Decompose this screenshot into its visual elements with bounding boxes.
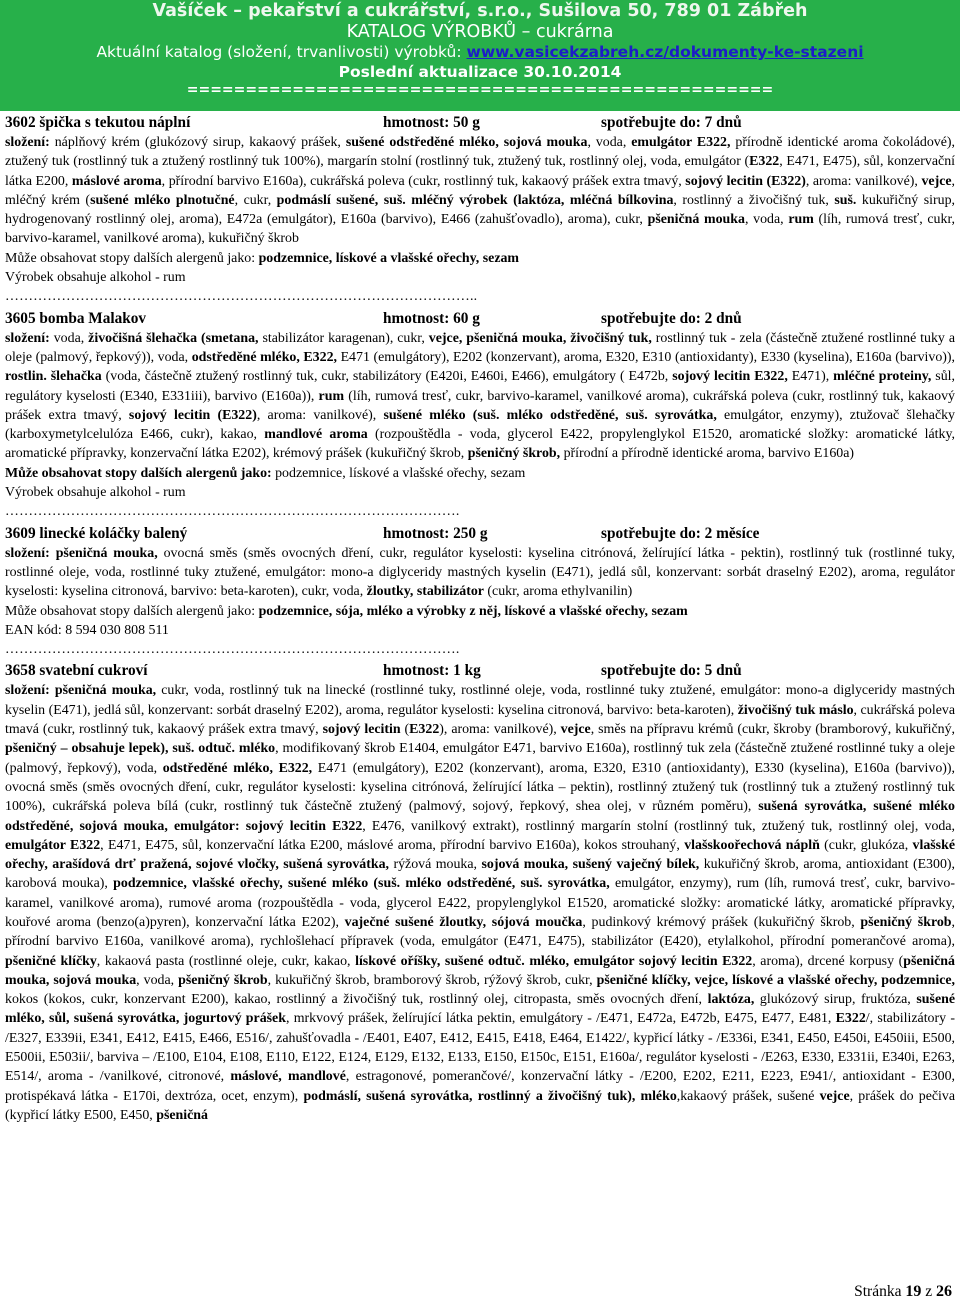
composition-text: voda, živočišná šlehačka (smetana, stabilizátor karagenan), cukr, vejce, pšeničná mouka, živočišný tuk, rostlinný tuk - zela (částečně ztužené rostlinné tuky a oleje (palmový, řepkový)), voda, odstředěné mléko, E322, E471 (emulgátory), E202 (konzervant), aroma, E320, E310 (antioxidanty), E330 (kyselina), E160a (barvivo)), rostlin. šlehačka (voda, částečně ztužený rostlinný tuk, cukr, stabilizátory (E420i, E460i, E466), emulgátory ( E472b, sojový lecitin E322, E471), mléčné proteiny, sůl, regulátory kyselosti (E340, E331iii), barvivo (E160a)), rum (líh, rumová tresť, cukr, barvivo-karamel, vanilkové aroma), cukrářská poleva (cukr, rostlinný tuk, kakaový prášek extra tmavý, sojový lecitin (E322), aroma: vanilkové), sušené mléko (suš. mléko odstředěné, suš. syrovátka, emulgátor, enzymy), ztužovač šlehačky (karboxymetylcelulóza E466, cukr), kakao, mandlové aroma (rozpouštědla - voda, glycerol E422, propylenglykol E1520, aromatické složky: aromatické látky, aromatické přípravky, konzervační látka E202), krémový prášek (kukuřičný škrob, pšeničný škrob, přírodní a přírodně identické aroma, barvivo E160a) [5,330,956,462]
product-name: 3609 linecké koláčky balený [5,524,188,542]
composition-label: složení [5,545,46,561]
dotted-separator: ……………………………………………………………………………………. [5,642,460,658]
product-name: 3605 bomba Malakov [5,309,147,327]
product-name: 3602 špička s tekutou náplní [5,114,191,131]
company-line: Vašíček – pekařství a cukrářství, s.r.o., Sušilova 50, 789 01 Zábřeh [152,1,808,21]
product-best-before: spotřebujte do: 5 dnů [601,662,742,680]
product-best-before: spotřebujte do: 7 dnů [601,114,742,131]
product-best-before: spotřebujte do: 2 měsíce [601,524,760,542]
product-weight: hmotnost: 250 g [383,524,488,542]
allergen-note: Může obsahovat stopy dalších alergenů jako: podzemnice, sója, mléko a výrobky z něj, lískové a vlašské ořechy, sezam [5,603,688,619]
dotted-separator: ……………………………………………………………………………………….. [5,289,478,305]
composition-text: náplňový krém (glukózový sirup, kakaový prášek, sušené odstředěné mléko, sojová mouka, voda, emulgátor E322, přírodně identické aroma čokoládové), ztužený tuk (rostlinný tuk a ztužený rostlinný tuk 100%), margarín stolní (rostlinný tuk, ztužený tuk, rostlinný olej, voda, emulgátor (E322, E471, E475), sůl, konzervační látka E200, máslové aroma, přírodní barvivo E160a), cukrářská poleva (cukr, rostlinný tuk, kakaový prášek extra tmavý, sojový lecitin (E322), aroma: vanilkové), vejce, mléčný krém (sušené mléko plnotučné, cukr, podmáslí sušené, suš. mléčný výrobek (laktóza, mléčná bílkovina, rostlinný a živočišný tuk, suš. kukuřičný sirup, hydrogenovaný rostlinný olej, aroma), E472a (emulgátor), E160a (barvivo), E466 (zahušťovadlo), aroma), cukr, pšeničná mouka, voda, rum (líh, rumová tresť, cukr, barvivo-karamel, vanilkové aroma), kukuřičný škrob [5,135,956,247]
product-composition: složení: pšeničná mouka, cukr, voda, rostlinný tuk na linecké (rostlinné tuky, rostlinné oleje, voda, rostlinné tuky ztužené, emulgátor: mono-a diglyceridy mastných kyselin (E471), jedlá sůl, konzervant: sorbát draselný E202), aroma, regulátor kyselosti: kyselina citronová, barvivo: beta-karoten), živočišný tuk máslo, cukrářská poleva tmavá (cukr, rostlinný tuk, kakaový prášek extra tmavý, sojový lecitin (E322), aroma: vanilkové), vejce, směs na přípravu krémů (cukr, škroby (bramborový, kukuřičný, pšeničný – obsahuje lepek), suš. odtuč. mléko, modifikovaný škrob E1404, emulgátor E471, barvivo E160a), rostlinný tuk zela (částečně ztužené rostlinné tuky a oleje (palmový, řepkový), voda, odstředěné mléko, E322, E471 (emulgátory), E202 (konzervant), aroma, E320, E310 (antioxidanty), E330 (kyselina), E160a (barvivo)), ovocná směs (směs ovocných dření, cukr, regulátor kyselosti: kyselina citrónová, želírující látka – pektin), rostlinný ztužený tuk (rostlinný tuk a ztužený rostlinný tuk 100%), cukrářská poleva bílá (cukr, rostlinný tuk částečně ztužený (palmový, sojový, řepkový, shea olej, v různém poměru), sušená syrovátka, sušené mléko odstředěné, sojová mouka, emulgátor: sojový lecitin E322, E476, vanilkový extrakt), rostlinný margarín stolní (rostlinný tuk, ztužený tuk, rostlinný olej, voda, emulgátor E322, E471, E475, sůl, konzervační látka E200, máslové aroma, přírodní barvivo E160a), kokos strouhaný, vlašskoořechová náplň (cukr, glukóza, vlašské ořechy, arašídová drť pražená, sojové vločky, sušená syrovátka, rýžová mouka, sojová mouka, sušený vaječný bílek, kukuřičný škrob, aroma, antioxidant (E300), karobová mouka), podzemnice, vlašské ořechy, sušené mléko (suš. mléko odstředěné, suš. syrovátka, emulgátor, enzymy), rum (líh, rumová tresť, cukr, barvivo-karamel, vanilkové aroma), rumové aroma (rozpouštědla - voda, glycerol E422, propylenglykol E1520, aromatické složky: aromatické látky, aromatické přípravky, kouřové aroma (benzo(a)pyren), konzervační látka E202), vaječné sušené žloutky, sójová moučka, pudinkový krémový prášek (kukuřičný škrob, pšeničný škrob, přírodní barvivo E160a, vanilkové aroma), rychlošlehací přípravek (voda, emulgátor (E471, E475), stabilizátor (E420), etylalkohol, přírodní pomerančové aroma), pšeničné klíčky, kakaová pasta (rostlinné oleje, cukr, kakao, lískové oříšky, sušené odtuč. mléko, emulgátor sojový lecitin E322, aroma), drcené korpusy (pšeničná mouka, sojová mouka, voda, pšeničný škrob, kukuřičný škrob, bramborový škrob, rýžový škrob, cukr, pšeničné klíčky, vejce, lískové a vlašské ořechy, podzemnice, kokos (kokos, cukr, konzervant E200), kakao, rostlinný a živočišný tuk, rostlinný olej, citropasta, směs ovocných dření, laktóza, glukózový sirup, fruktóza, sušené mléko, sůl, sušená syrovátka, jogurtový prášek, mrkvový prášek, želírující látka pektin, emulgátory - /E471, E472a, E472b, E475, E477, E481, E322/, stabilizátory - /E327, E339ii, E341, E412, E415, E466, E516/, zahušťovadla - /E401, E407, E412, E415, E418, E464, E1422/, kypřicí látky - /E336i, E341, E450, E450i, E450iii, E500, E500ii, E503ii/, barviva – /E100, E104, E108, E110, E122, E124, E129, E132, E133, E150, E150c, E151, E160a/, regulátor kyselosti - /E263, E330, E331ii, E340i, E263, E514/, aroma - /vanilkové, citronové, máslové, mandlové, estragonové, pomerančové/, konzervační látky - /E200, E202, E211, E223, E941/, antioxidant - E300, protispékavá látka - E170i, dextróza, ocet, enzym), podmáslí, sušená syrovátka, rostlinný a živočišný tuk), mléko,kakaový prášek, sušené vejce, prášek do pečiva (kypřicí látky E500, E450, pšeničná [5,683,956,1123]
page-middle: z [921,1283,936,1300]
product-weight: hmotnost: 1 kg [383,662,481,680]
catalog-title: KATALOG VÝROBKŮ – cukrárna [346,22,614,42]
allergen-note: Může obsahovat stopy dalších alergenů jako: podzemnice, lískové a vlašské ořechy, sezam [5,250,519,266]
alcohol-note: Výrobek obsahuje alkohol - rum [5,270,186,286]
product-weight: hmotnost: 50 g [383,114,480,131]
composition-label: složení [5,135,46,150]
header-separator: ================================================== [186,82,774,98]
product-best-before: spotřebujte do: 2 dnů [601,309,742,327]
product-header [5,524,955,544]
composition-text: pšeničná mouka, cukr, voda, rostlinný tuk na linecké (rostlinné tuky, rostlinné oleje, voda, rostlinné tuky ztužené, emulgátor: mono-a diglyceridy mastných kyselin (E471), jedlá sůl, konzervant: sorbát draselný E202), aroma, regulátor kyselosti: kyselina citronová, barvivo: beta-karoten), živočišný tuk máslo, cukrářská poleva tmavá (cukr, rostlinný tuk, kakaový prášek extra tmavý, sojový lecitin (E322), aroma: vanilkové), vejce, směs na přípravu krémů (cukr, škroby (bramborový, kukuřičný, pšeničný – obsahuje lepek), suš. odtuč. mléko, modifikovaný škrob E1404, emulgátor E471, barvivo E160a), rostlinný tuk zela (částečně ztužené rostlinné tuky a oleje (palmový, řepkový), voda, odstředěné mléko, E322, E471 (emulgátory), E202 (konzervant), aroma, E320, E310 (antioxidanty), E330 (kyselina), E160a (barvivo)), ovocná směs (směs ovocných dření, cukr, regulátor kyselosti: kyselina citrónová, želírující látka – pektin), rostlinný ztužený tuk (rostlinný tuk a ztužený rostlinný tuk 100%), cukrářská poleva bílá (cukr, rostlinný tuk částečně ztužený (palmový, sojový, řepkový, shea olej, v různém poměru), sušená syrovátka, sušené mléko odstředěné, sojová mouka, emulgátor: sojový lecitin E322, E476, vanilkový extrakt), rostlinný margarín stolní (rostlinný tuk, ztužený tuk, rostlinný olej, voda, emulgátor E322, E471, E475, sůl, konzervační látka E200, máslové aroma, přírodní barvivo E160a), kokos strouhaný, vlašskoořechová náplň (cukr, glukóza, vlašské ořechy, arašídová drť pražená, sojové vločky, sušená syrovátka, rýžová mouka, sojová mouka, sušený vaječný bílek, kukuřičný škrob, aroma, antioxidant (E300), karobová mouka), podzemnice, vlašské ořechy, sušené mléko (suš. mléko odstředěné, suš. syrovátka, emulgátor, enzymy), rum (líh, rumová tresť, cukr, barvivo-karamel, vanilkové aroma), rumové aroma (rozpouštědla - voda, glycerol E422, propylenglykol E1520, aromatické složky: aromatické látky, aromatické přípravky, kouřové aroma (benzo(a)pyren), konzervační látka E202), vaječné sušené žloutky, sójová moučka, pudinkový krémový prášek (kukuřičný škrob, pšeničný škrob, přírodní barvivo E160a, vanilkové aroma), rychlošlehací přípravek (voda, emulgátor (E471, E475), stabilizátor (E420), etylalkohol, přírodní pomerančové aroma), pšeničné klíčky, kakaová pasta (rostlinné oleje, cukr, kakao, lískové oříšky, sušené odtuč. mléko, emulgátor sojový lecitin E322, aroma), drcené korpusy (pšeničná mouka, sojová mouka, voda, pšeničný škrob, kukuřičný škrob, bramborový škrob, rýžový škrob, cukr, pšeničné klíčky, vejce, lískové a vlašské ořechy, podzemnice, kokos (kokos, cukr, konzervant E200), kakao, rostlinný a živočišný tuk, rostlinný olej, citropasta, směs ovocných dření, laktóza, glukózový sirup, fruktóza, sušené mléko, sůl, sušená syrovátka, jogurtový prášek, mrkvový prášek, želírující látka pektin, emulgátory - /E471, E472a, E472b, E475, E477, E481, E322/, stabilizátory - /E327, E339ii, E341, E412, E415, E466, E516/, zahušťovadla - /E401, E407, E412, E415, E418, E464, E1422/, kypřicí látky - /E336i, E341, E450, E450i, E450iii, E500, E500ii, E503ii/, barviva – /E100, E104, E108, E110, E122, E124, E129, E132, E133, E150, E150c, E151, E160a/, regulátor kyselosti - /E263, E330, E331ii, E340i, E263, E514/, aroma - /vanilkové, citronové, máslové, mandlové, estragonové, pomerančové/, konzervační látky - /E200, E202, E211, E223, E941/, antioxidant - E300, protispékavá látka - E170i, dextróza, ocet, enzym), podmáslí, sušená syrovátka, rostlinný a živočišný tuk), mléko,kakaový prášek, sušené vejce, prášek do pečiva (kypřicí látky E500, E450, pšeničná [5,683,956,1123]
product-composition: složení: voda, živočišná šlehačka (smetana, stabilizátor karagenan), cukr, vejce, pšeničná mouka, živočišný tuk, rostlinný tuk - zela (částečně ztužené rostlinné tuky a oleje (palmový, řepkový)), voda, odstředěné mléko, E322, E471 (emulgátory), E202 (konzervant), aroma, E320, E310 (antioxidanty), E330 (kyselina), E160a (barvivo)), rostlin. šlehačka (voda, částečně ztužený rostlinný tuk, cukr, stabilizátory (E420i, E460i, E466), emulgátory ( E472b, sojový lecitin E322, E471), mléčné proteiny, sůl, regulátory kyselosti (E340, E331iii), barvivo (E160a)), rum (líh, rumová tresť, cukr, barvivo-karamel, vanilkové aroma), cukrářská poleva (cukr, rostlinný tuk, kakaový prášek extra tmavý, sojový lecitin (E322), aroma: vanilkové), sušené mléko (suš. mléko odstředěné, suš. syrovátka, emulgátor, enzymy), ztužovač šlehačky (karboxymetylcelulóza E466, cukr), kakao, mandlové aroma (rozpouštědla - voda, glycerol E422, propylenglykol E1520, aromatické složky: aromatické látky, aromatické přípravky, konzervační látka E202), krémový prášek (kukuřičný škrob, pšeničný škrob, přírodní a přírodně identické aroma, barvivo E160a) [5,330,956,462]
composition-text: pšeničná mouka, ovocná směs (směs ovocných dření, cukr, regulátor kyselosti: kyselina citrónová, želírující látka - pektin), rostlinný tuk (rostlinné tuky, rostlinné oleje, voda, rostlinné tuky ztužené, emulgátor: mono-a diglyceridy mastných kyselin (E471), jedlá sůl, konzervant: sorbát draselný E202), aroma, regulátor kyselosti: kyselina citronová, barvivo: beta-karoten), cukr, voda, žloutky, stabilizátor (cukr, aroma ethylvanilin) [5,545,955,600]
page-prefix: Stránka [854,1283,906,1300]
last-update: Poslední aktualizace 30.10.2014 [338,63,622,81]
product-header [5,309,955,329]
catalog-link-prefix: Aktuální katalog (složení, trvanlivosti) výrobků: [96,43,467,61]
alcohol-note: Výrobek obsahuje alkohol - rum [5,485,186,501]
catalog-content [5,111,955,1125]
product-composition: složení: pšeničná mouka, ovocná směs (směs ovocných dření, cukr, regulátor kyselosti: kyselina citrónová, želírující látka - pektin), rostlinný tuk (rostlinné tuky, rostlinné oleje, voda, rostlinné tuky ztužené, emulgátor: mono-a diglyceridy mastných kyselin (E471), jedlá sůl, konzervant: sorbát draselný E202), aroma, regulátor kyselosti: kyselina citronová, barvivo: beta-karoten), cukr, voda, žloutky, stabilizátor (cukr, aroma ethylvanilin) [5,545,955,600]
product-name: 3658 svatební cukroví [5,662,148,680]
product-header [5,113,955,133]
page-number [854,1283,952,1301]
product-weight: hmotnost: 60 g [383,309,480,327]
catalog-link[interactable]: www.vasicekzabreh.cz/dokumenty-ke-stazeni [466,43,864,61]
current-page: 19 [905,1283,922,1300]
total-pages: 26 [936,1283,952,1300]
allergen-note: Může obsahovat stopy dalších alergenů jako: podzemnice, lískové a vlašské ořechy, sezam [5,465,526,481]
composition-label: složení [5,330,46,346]
product-composition: složení: náplňový krém (glukózový sirup, kakaový prášek, sušené odstředěné mléko, sojová mouka, voda, emulgátor E322, přírodně identické aroma čokoládové), ztužený tuk (rostlinný tuk a ztužený rostlinný tuk 100%), margarín stolní (rostlinný tuk, ztužený tuk, rostlinný olej, voda, emulgátor (E322, E471, E475), sůl, konzervační látka E200, máslové aroma, přírodní barvivo E160a), cukrářská poleva (cukr, rostlinný tuk, kakaový prášek extra tmavý, sojový lecitin (E322), aroma: vanilkové), vejce, mléčný krém (sušené mléko plnotučné, cukr, podmáslí sušené, suš. mléčný výrobek (laktóza, mléčná bílkovina, rostlinný a živočišný tuk, suš. kukuřičný sirup, hydrogenovaný rostlinný olej, aroma), E472a (emulgátor), E160a (barvivo), E466 (zahušťovadlo), aroma), cukr, pšeničná mouka, voda, rum (líh, rumová tresť, cukr, barvivo-karamel, vanilkové aroma), kukuřičný škrob [5,135,956,247]
ean-code: EAN kód: 8 594 030 808 511 [5,622,169,638]
dotted-separator: ……………………………………………………………………………………. [5,504,460,520]
page-header [0,0,960,111]
product-header [5,661,955,681]
catalog-link-line [0,42,960,62]
composition-label: složení [5,683,46,699]
